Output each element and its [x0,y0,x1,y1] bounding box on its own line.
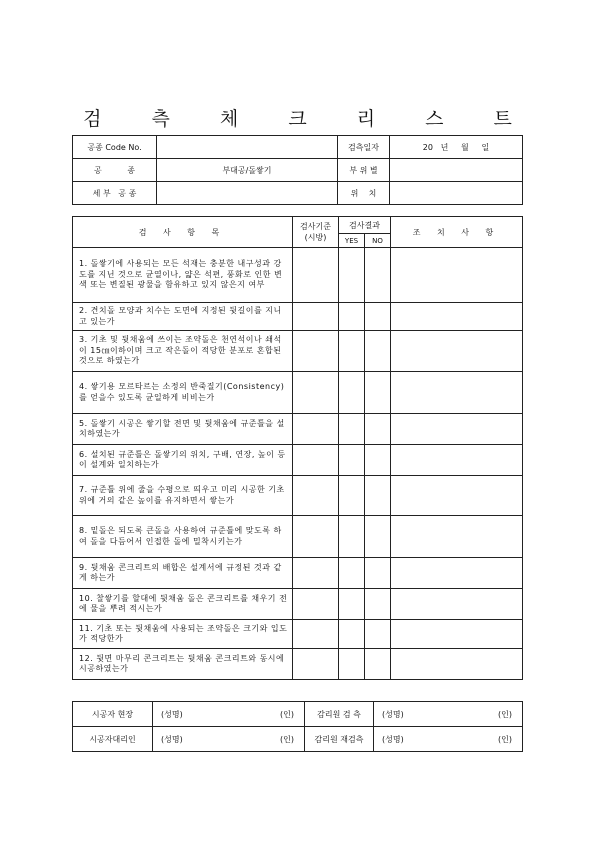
date-value-field[interactable]: 20 년 월 일 [390,136,523,159]
checklist-item-text: 10. 찰쌓기를 할대에 뒷채움 돌은 콘크리트를 채우기 전에 물을 뿌려 적시는가 [73,589,293,620]
action-cell[interactable] [391,516,523,558]
info-table [72,135,523,205]
yes-cell[interactable] [339,558,365,589]
checklist-item-text: 9. 뒷채움 콘크리트의 배합은 설계서에 규정된 것과 같게 하는가 [73,558,293,589]
criteria-cell[interactable] [293,414,339,445]
detail-value-field[interactable] [157,182,338,205]
no-cell[interactable] [365,303,391,331]
no-cell[interactable] [365,649,391,680]
checklist-row [73,414,523,445]
checklist-item-text: 6. 설치된 규준틀은 돌쌓기의 위치, 구배, 연장, 높이 등이 설계와 일치하는가 [73,445,293,476]
info-row-work [73,159,523,182]
location-value-field[interactable] [390,182,523,205]
checklist-row [73,331,523,372]
part-value-field[interactable] [390,159,523,182]
action-cell[interactable] [391,476,523,516]
checklist-item-text: 1. 돌쌓기에 사용되는 모든 석재는 충분한 내구성과 강도를 지닌 것으로 균열이나, 얇은 석편, 풍화로 인한 변색 또는 변질된 광물을 함유하고 있지 않은지 여부 [73,248,293,303]
criteria-cell[interactable] [293,649,339,680]
seal-placeholder: (인) [498,734,512,744]
header-result: 검사결과 [339,217,391,234]
name-placeholder: (성명) [161,734,183,744]
no-cell[interactable] [365,589,391,620]
no-cell[interactable] [365,516,391,558]
no-cell[interactable] [365,331,391,372]
detail-label: 세 부 공 종 [73,182,157,205]
no-cell[interactable] [365,372,391,414]
no-cell[interactable] [365,248,391,303]
yes-cell[interactable] [339,516,365,558]
supervisor-reinspect-sign-field[interactable] [374,727,523,752]
code-value-field[interactable] [157,136,338,159]
work-label: 공 종 [73,159,157,182]
location-label: 위 치 [338,182,390,205]
checklist-row [73,516,523,558]
name-placeholder: (성명) [382,709,404,719]
info-row-detail [73,182,523,205]
checklist-table [72,216,523,680]
checklist-row [73,649,523,680]
checklist-row [73,248,523,303]
criteria-cell[interactable] [293,620,339,649]
yes-cell[interactable] [339,372,365,414]
header-items: 검 사 항 목 [73,217,293,248]
checklist-item-text: 3. 기초 및 뒷채움에 쓰이는 조약돌은 천연석이나 쇄석이 15㎝이하이며 크고 작은돌이 적당한 분포로 혼합된 것으로 하였는가 [73,331,293,372]
action-cell[interactable] [391,445,523,476]
yes-cell[interactable] [339,303,365,331]
action-cell[interactable] [391,589,523,620]
no-cell[interactable] [365,445,391,476]
checklist-item-text: 12. 뒷면 마무리 콘크리트는 뒷채움 콘크리트와 동시에 시공하였는가 [73,649,293,680]
info-row-code [73,136,523,159]
code-label: 공종 Code No. [73,136,157,159]
criteria-cell[interactable] [293,516,339,558]
name-placeholder: (성명) [382,734,404,744]
header-yes: YES [339,234,365,248]
criteria-cell[interactable] [293,558,339,589]
checklist-item-text: 2. 견치돌 모양과 치수는 도면에 지정된 뒷길이를 지니고 있는가 [73,303,293,331]
criteria-cell[interactable] [293,331,339,372]
yes-cell[interactable] [339,476,365,516]
criteria-cell[interactable] [293,372,339,414]
checklist-row [73,620,523,649]
contractor-site-sign-field[interactable] [153,702,305,727]
action-cell[interactable] [391,649,523,680]
checklist-row [73,445,523,476]
no-cell[interactable] [365,414,391,445]
part-label: 부 위 별 [338,159,390,182]
seal-placeholder: (인) [280,734,294,744]
action-cell[interactable] [391,372,523,414]
no-cell[interactable] [365,620,391,649]
contractor-site-label: 시공자 현장 [73,702,153,727]
checklist-row [73,476,523,516]
supervisor-inspect-label: 감리원 검 측 [305,702,374,727]
header-criteria: 검사기준 (시방) [293,217,339,248]
seal-placeholder: (인) [498,709,512,719]
action-cell[interactable] [391,558,523,589]
yes-cell[interactable] [339,414,365,445]
action-cell[interactable] [391,414,523,445]
checklist-item-text: 8. 밑돌은 되도록 큰돌을 사용하여 규준틀에 맞도록 하여 돌을 다듬어서 인접한 돌에 밀착시키는가 [73,516,293,558]
yes-cell[interactable] [339,620,365,649]
contractor-agent-label: 시공자대리인 [73,727,153,752]
contractor-agent-sign-field[interactable] [153,727,305,752]
yes-cell[interactable] [339,331,365,372]
signature-table [72,701,523,752]
yes-cell[interactable] [339,445,365,476]
no-cell[interactable] [365,558,391,589]
yes-cell[interactable] [339,589,365,620]
checklist-item-text: 4. 쌓기용 모르타르는 소정의 반죽질기(Consistency)를 얻을수 있도록 균일하게 비비는가 [73,372,293,414]
header-no: NO [365,234,391,248]
checklist-item-text: 7. 규준틀 위에 줄을 수평으로 띄우고 미리 시공한 기초 위에 거의 같은 높이를 유지하면서 쌓는가 [73,476,293,516]
checklist-row [73,558,523,589]
checklist-row [73,589,523,620]
checklist-row [73,303,523,331]
action-cell[interactable] [391,331,523,372]
action-cell[interactable] [391,248,523,303]
name-placeholder: (성명) [161,709,183,719]
supervisor-inspect-sign-field[interactable] [374,702,523,727]
yes-cell[interactable] [339,649,365,680]
checklist-item-text: 5. 돌쌓기 시공은 쌓기할 전면 및 뒷채움에 규준틀을 설치하였는가 [73,414,293,445]
supervisor-reinspect-label: 감리원 재검측 [305,727,374,752]
signature-row [73,727,523,752]
signature-row [73,702,523,727]
header-action: 조 치 사 항 [391,217,523,248]
criteria-cell[interactable] [293,445,339,476]
work-value-field[interactable]: 부대공/돌쌓기 [157,159,338,182]
action-cell[interactable] [391,303,523,331]
criteria-cell[interactable] [293,248,339,303]
criteria-cell[interactable] [293,589,339,620]
no-cell[interactable] [365,476,391,516]
criteria-cell[interactable] [293,476,339,516]
criteria-cell[interactable] [293,303,339,331]
yes-cell[interactable] [339,248,365,303]
seal-placeholder: (인) [280,709,294,719]
checklist-row [73,372,523,414]
checklist-header-row [73,217,523,234]
date-label: 검측일자 [338,136,390,159]
page-title: 검 측 체 크 리 스 트 [83,108,534,130]
action-cell[interactable] [391,620,523,649]
checklist-item-text: 11. 기초 또는 뒷채움에 사용되는 조약돌은 크기와 입도가 적당한가 [73,620,293,649]
